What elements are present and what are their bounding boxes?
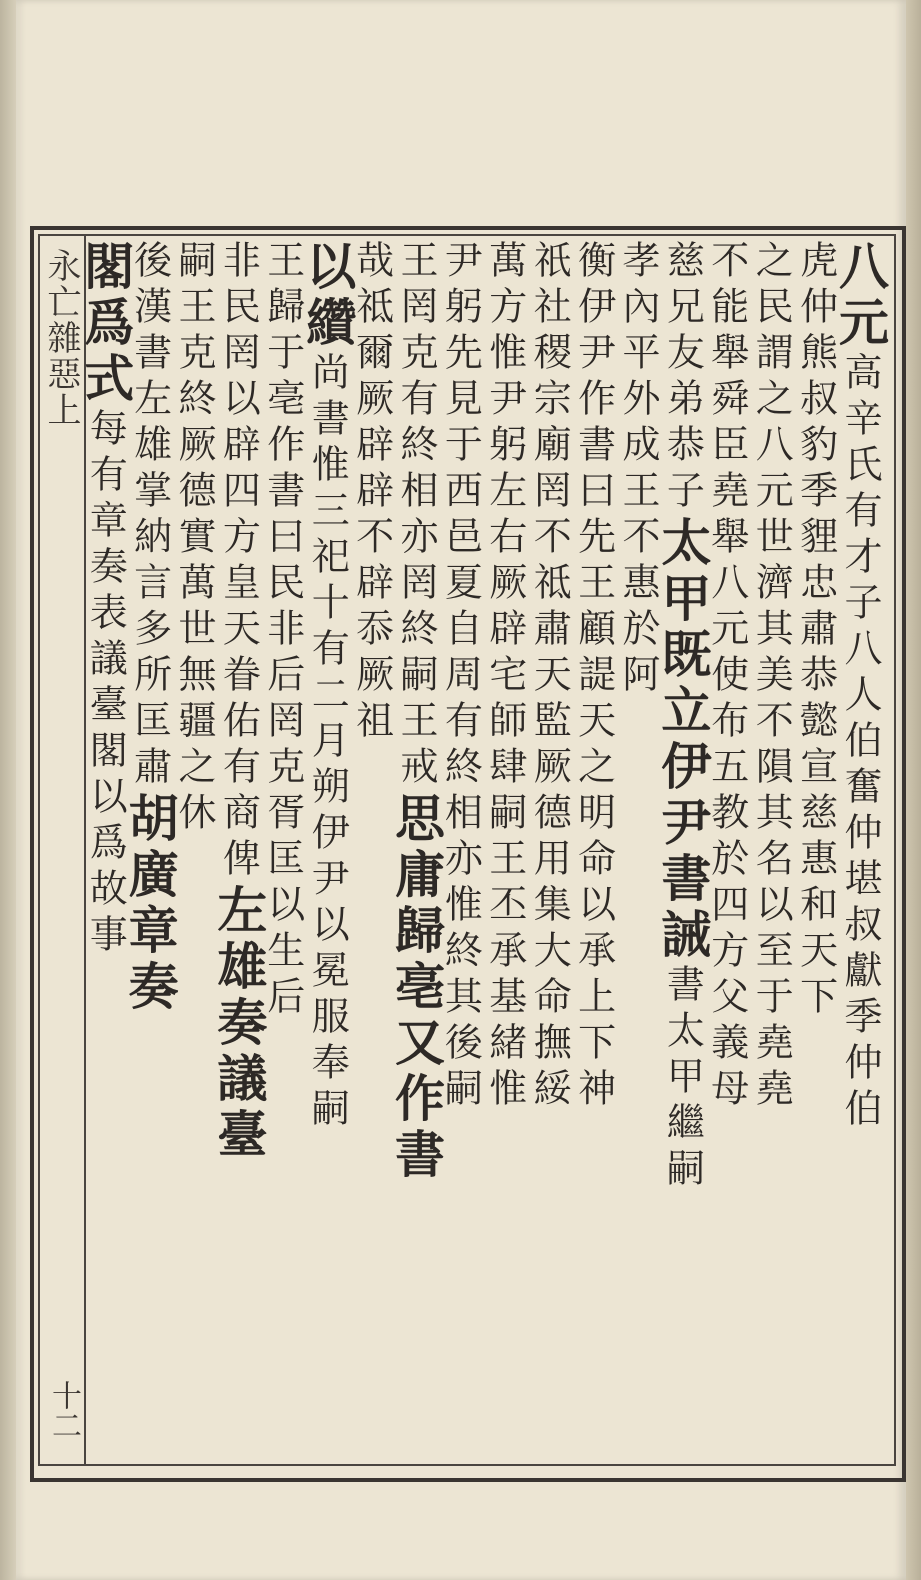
body-text: 王罔克有終相亦罔終嗣王戒: [393, 240, 438, 792]
page-number: 十二: [46, 1380, 81, 1440]
body-text: 哉祗爾厥辟辟不辟忝厥祖: [349, 240, 394, 746]
text-columns: [76, 240, 890, 1465]
body-text: 尹躬先見于西邑夏自周有終相亦惟終其後嗣: [438, 240, 483, 1114]
text-column: [830, 240, 890, 1465]
body-text: 高辛氏有才子八人伯奮仲堪叔獻季仲伯: [837, 352, 882, 1134]
text-column: [260, 240, 312, 1465]
text-column: [120, 240, 180, 1465]
text-column: [793, 240, 845, 1465]
text-column: [209, 240, 269, 1465]
text-column: [571, 240, 623, 1465]
text-column: [527, 240, 579, 1465]
volume-mark: 上: [41, 392, 81, 428]
text-column: [653, 240, 713, 1465]
heading-text: 左雄奏議臺: [209, 884, 269, 1164]
heading-text: 八元: [830, 240, 890, 352]
body-text: 衡伊尹作書曰先王顧諟天之明命以承上下神: [571, 240, 616, 1114]
body-text: 祇社稷宗廟罔不祗肅天監厥德用集大命撫綏: [527, 240, 572, 1114]
body-text: 之民謂之八元世濟其美不隕其名以至于堯堯: [749, 240, 794, 1114]
body-text: 王歸于亳作書曰民非后罔克胥匡以生后: [260, 240, 305, 1022]
body-text: 後漢書左雄掌納言多所匡肅: [127, 240, 172, 792]
book-gutter: [0, 0, 16, 1580]
body-text: 嗣王克終厥德實萬世無疆之休: [171, 240, 216, 838]
heading-text: 思庸歸亳又作書: [386, 792, 446, 1184]
text-column: [704, 240, 756, 1465]
text-column: [386, 240, 446, 1465]
body-text: 不能舉舜臣堯舉八元使布五教於四方父義母: [704, 240, 749, 1114]
body-text: 尚書惟三祀十有二月朔伊尹以冕服奉嗣: [305, 352, 350, 1134]
body-text: 虎仲熊叔豹季貍忠肅恭懿宣慈惠和天下: [793, 240, 838, 1022]
text-column: [615, 240, 668, 1465]
body-text: 書太甲繼嗣: [660, 964, 705, 1194]
heading-text: 以纘: [298, 240, 358, 352]
book-title: 永亡雜惡: [41, 248, 81, 392]
heading-text: 太甲既立伊尹書誡: [653, 516, 713, 964]
text-column: [171, 240, 224, 1465]
text-column: [482, 240, 534, 1465]
body-text: 王不惠於阿: [615, 470, 660, 700]
body-text: 萬方惟尹躬左右厥辟宅師肆嗣王丕承基緒惟: [482, 240, 527, 1114]
heading-text: 胡廣章奏: [120, 792, 180, 1016]
body-text: 每有章奏表議臺閣以爲故事: [83, 408, 128, 960]
text-column: [298, 240, 358, 1465]
page-edge: [906, 0, 921, 1580]
text-column: [349, 240, 401, 1465]
text-column: [749, 240, 801, 1465]
body-text: 孝內平外成: [615, 240, 660, 470]
text-column: [76, 240, 136, 1465]
text-column: [438, 240, 490, 1465]
body-text: 非民罔以辟四方皇天眷佑有商俾: [216, 240, 261, 884]
body-text: 慈兄友弟恭子: [660, 240, 705, 516]
heading-text: 閣爲式: [76, 240, 136, 408]
